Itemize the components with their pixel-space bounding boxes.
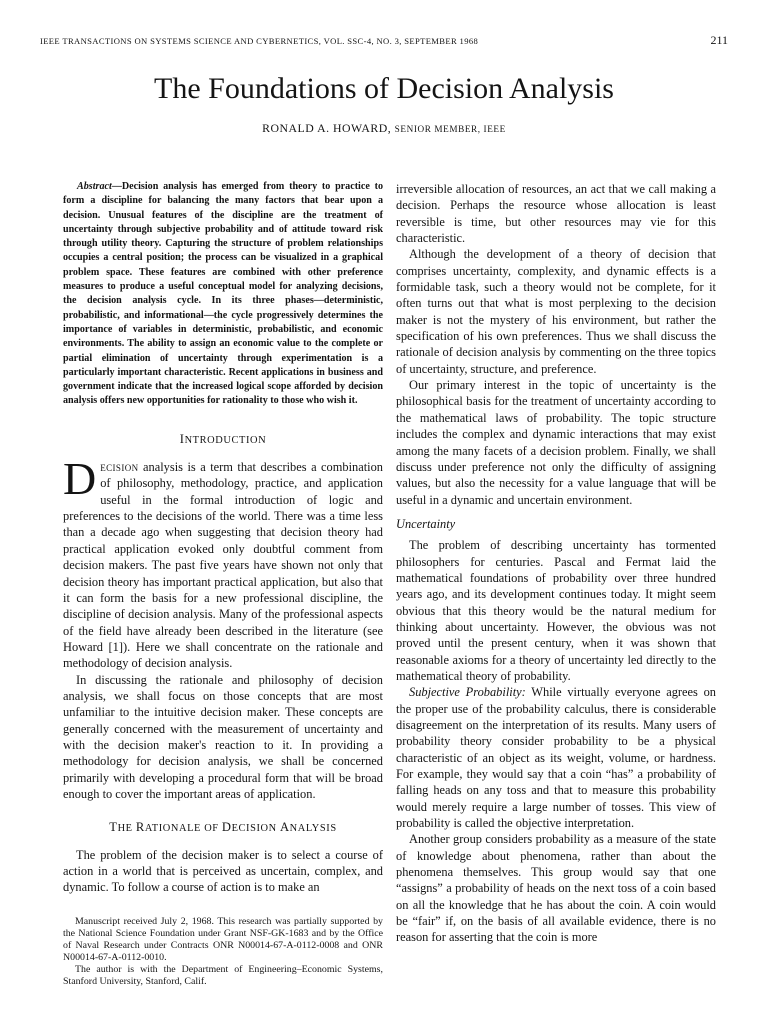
right-paragraph-1: irreversible allocation of resources, an act that we call making a decision. Perhaps the resource whose allocation is least reversible is time, but other resources may vie for this characteristic. xyxy=(396,182,716,246)
footnote-manuscript: Manuscript received July 2, 1968. This research was partially supported by the National Science Foundation under Grant NSF-GK-1683 and by the Office of Naval Research under Contracts ONR N00014-67-A-0112-0008 and ONR N00014-67-A-0112-0010. xyxy=(63,916,383,963)
heading-rest: NALYSIS xyxy=(289,823,337,835)
rationale-paragraph-1: The problem of the decision maker is to select a course of action in a world that is perceived as uncertain, complex, and dynamic. To follow a course of action is to make an xyxy=(63,847,383,895)
abstract-text: —Decision analysis has emerged from theory to practice to form a discipline for balancing the many factors that bear upon a decision. Unusual features of the discipline are the treatment of uncertainty through subjective probability and of attitude toward risk through utility theory. Capturing the structure of problem relationships occupies a central position; the process can be visualized in a graphical problem space. These features are combined with other preference measures to produce a useful conceptual model for analyzing decisions, the decision analysis cycle. In its three phases—deterministic, probabilistic, and informational—the cycle progressively determines the importance of variables in deterministic, probabilistic, and economic environments. The ability to assign an economic value to the complete or partial elimination of uncertainty through experimentation is a particularly important characteristic. Recent applications in business and government indicate that the increased logical scope afforded by decision analysis offers new opportunities for rationality to those who wish it. xyxy=(63,181,383,407)
section-heading-introduction xyxy=(63,431,383,449)
drop-cap: D xyxy=(63,453,97,505)
author-name: RONALD A. HOWARD, xyxy=(262,121,392,135)
introduction-paragraph-2: In discussing the rationale and philosophy of decision analysis, we shall focus on those concepts that are most unfamiliar to the intuitive decision maker. These concepts are generally concerned with the measurement of uncertainty and with the decision maker's reaction to it. In providing a methodology for decision analysis, we shall be concerned primarily with developing a procedural form that will be broad enough to cover the important areas of application. xyxy=(63,672,383,801)
heading-initial: T xyxy=(109,820,118,835)
drop-cap-lead: ecision xyxy=(100,460,139,475)
left-column xyxy=(63,180,383,896)
footnotes xyxy=(63,916,383,988)
right-paragraph-5 xyxy=(396,684,716,831)
footnote-author: The author is with the Department of Engineering–Economic Systems, Stanford University, Stanford, Calif. xyxy=(63,964,383,987)
heading-rest: ECISION xyxy=(231,823,277,835)
subsection-heading-uncertainty: Uncertainty xyxy=(396,516,456,531)
heading-rest: ATIONALE OF xyxy=(144,823,219,835)
right-paragraph-5-text: While virtually everyone agrees on the proper use of the probability calculus, there is considerable disagreement on the interpretation of its results. Many users of probability theory consider probability to be a physical characteristic of an object as its weight, volume, or hardness. For example, they would say that a coin “has” a probability of falling heads on any toss and that to measure this probability would merely require a large number of tosses. This view of probability is called the objective interpretation. xyxy=(396,685,716,831)
right-paragraph-3: Our primary interest in the topic of uncertainty is the philosophical basis for the treatment of uncertainty according to the mathematical laws of probability. The topic structure includes the complex and dynamic interactions that may exist among the many facets of a decision problem. Finally, we shall discuss under preference not only the difficulty of assigning values, but also the necessity for a value language that will be useful in a dynamic and uncertain environment. xyxy=(396,378,716,507)
right-paragraph-4: The problem of describing uncertainty has tormented philosophers for centuries. Pascal and Fermat laid the mathematical foundations of probability over three hundred years ago, and its development continues today. It might seem obvious that this theory would be the natural medium for thinking about uncertainty. However, the obvious was not proved until the present century, when it was shown that reasonable axioms for a theory of uncertainty led directly to the mathematical theory of probability. xyxy=(396,538,716,683)
page-number: 211 xyxy=(710,33,728,47)
introduction-paragraph-1 xyxy=(63,453,383,671)
abstract xyxy=(63,180,383,409)
heading-initial: A xyxy=(279,820,290,835)
heading-rest: NTRODUCTION xyxy=(184,434,267,446)
right-column xyxy=(396,181,716,946)
byline xyxy=(0,121,768,136)
right-paragraph-2: Although the development of a theory of decision that comprises uncertainty, complexity, and dynamic effects is a formidable task, such a theory would not be complete, for it often turns out that what is most perplexing to the decision maker is not the mystery of his environment, but rather the specification of his own preferences. Thus we shall discuss the rationale of decision analysis by commenting on the three topics of uncertainty, structure, and preference. xyxy=(396,247,716,376)
right-paragraph-6: Another group considers probability as a measure of the state of knowledge about phenomena, rather than about the phenomena themselves. This group would say that one “assigns” a probability of heads on the next toss of a coin based on all the knowledge that he has about the coin. A coin would be “fair” if, on the basis of all available evidence, there is no reason for asserting that the coin is more xyxy=(396,832,716,945)
paper-title: The Foundations of Decision Analysis xyxy=(154,72,614,105)
abstract-label: Abstract xyxy=(77,181,112,192)
running-head: IEEE TRANSACTIONS ON SYSTEMS SCIENCE AND CYBERNETICS, VOL. SSC-4, NO. 3, SEPTEMBER 1968 xyxy=(40,36,479,46)
section-heading-rationale xyxy=(63,819,383,837)
heading-initial: D xyxy=(221,820,232,835)
introduction-paragraph-1-text: analysis is a term that describes a combination of philosophy, methodology, practice, and application useful in the formal introduction of logic and preferences to the decisions of the world. There was a time less than a decade ago when suggesting that decision theory had practical application evoked only doubtful comment from decision makers. The past five years have shown not only that decision theory has important practical application, but also that it can form the basis for a new professional discipline, the discipline of decision analysis. Many of the professional aspects of the field have already been described in the literature (see Howard [1]). Here we shall concentrate on the rationale and methodology of decision analysis. xyxy=(63,460,383,671)
author-affiliation: SENIOR MEMBER, IEEE xyxy=(394,124,506,134)
heading-initial: I xyxy=(179,431,185,446)
heading-initial: R xyxy=(135,820,145,835)
heading-rest: HE xyxy=(117,823,133,835)
run-in-heading-subjective-probability: Subjective Probability: xyxy=(409,685,526,700)
